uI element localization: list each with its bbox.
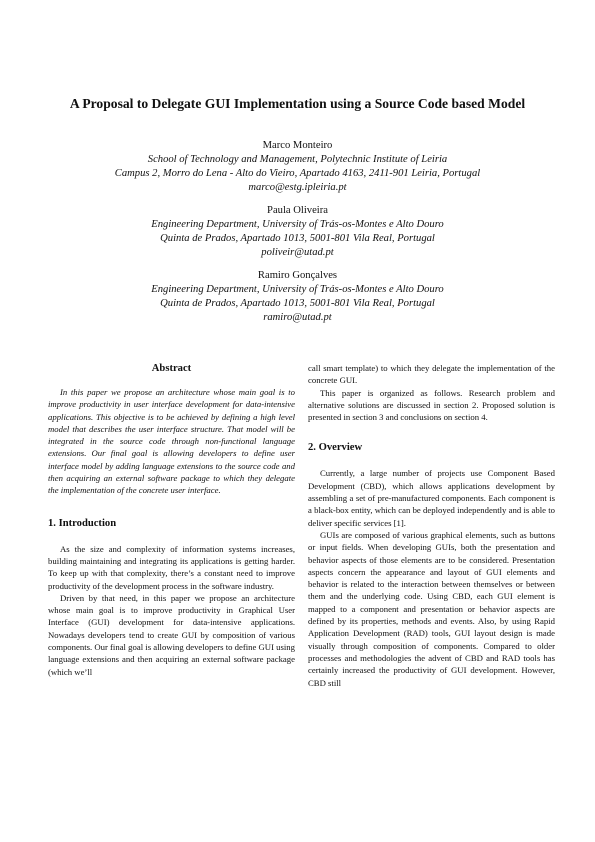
overview-paragraph: GUIs are composed of various graphical elements, such as buttons or input fields. When developing GUIs, both the presentation and behavior aspects of those elements are to be considered. Presentation aspects concern the appearance and layout of GUI elements and behavior is related to the interaction between themselves or between them and the underlying code. Using CBD, each GUI element is mapped to a component and presentation or behavior aspects are defined by its properties, methods and events. Also, by using Rapid Application Development (RAD) tools, GUI layout design is made visually through composition of components. Compared to older processes and methodologies the advent of CBD and RAD tools has certainly increased the productivity of GUI development. However, CBD still [308, 529, 555, 688]
abstract-text: In this paper we propose an architecture whose main goal is to improve productivity in user interface development for data-intensive applications. This objective is to be achieved by defining a high level model that describes the user interface structure. That model will be integrated in the source code through non-functional language extensions. Our final goal is allowing developers to define user interface model by adding language extensions to the source code and then acquiring an external software package to which they delegate the implementation of the concrete user interface. [48, 387, 295, 496]
author-name: Marco Monteiro [262, 140, 333, 151]
abstract-heading: Abstract [151, 363, 192, 374]
author-block [60, 269, 535, 325]
introduction-heading: 1. Introduction [48, 517, 117, 529]
introduction-paragraph-split: Driven by that need, in this paper we propose an architecture whose main goal is to improve productivity in Graphical User Interface (GUI) development for data-intensive applications. Nowadays developers tend to create GUI by composition of various components. Our final goal is allowing developers to define GUI using language extensions and then acquiring an external software package (which we’ll [48, 592, 295, 677]
overview-paragraph: Currently, a large number of projects use Component Based Development (CBD), which allows applications development by assembling a set of pre-manufactured components. Each component is a black-box entity, which can be deployed independently and is able to deliver specific services [1]. [308, 468, 555, 528]
author-affiliation: School of Technology and Management, Polytechnic Institute of Leiria [147, 154, 448, 165]
right-column [308, 362, 555, 689]
author-name: Paula Oliveira [267, 205, 328, 216]
author-affiliation: Engineering Department, University of Trás-os-Montes e Alto Douro [151, 219, 444, 230]
author-block [60, 204, 535, 260]
overview-heading: 2. Overview [308, 442, 363, 454]
paper-title: A Proposal to Delegate GUI Implementation using a Source Code based Model [69, 96, 526, 111]
author-affiliation: Engineering Department, University of Trás-os-Montes e Alto Douro [151, 284, 444, 295]
author-email: poliveir@utad.pt [261, 247, 334, 258]
author-email: marco@estg.ipleiria.pt [248, 182, 347, 193]
introduction-paragraph-continued: call smart template) to which they delegate the implementation of the concrete GUI. [308, 363, 555, 386]
author-email: ramiro@utad.pt [263, 312, 332, 323]
author-name: Ramiro Gonçalves [257, 270, 338, 281]
left-column [48, 362, 295, 678]
author-block [60, 139, 535, 195]
author-address: Quinta de Prados, Apartado 1013, 5001-801 Vila Real, Portugal [160, 233, 435, 244]
introduction-paragraph: This paper is organized as follows. Research problem and alternative solutions are discussed in section 2. Proposed solution is presented in section 3 and conclusions on section 4. [308, 387, 555, 423]
author-address: Campus 2, Morro do Lena - Alto do Vieiro, Apartado 4163, 2411-901 Leiria, Portugal [114, 168, 481, 179]
introduction-paragraph: As the size and complexity of information systems increases, building maintaining and integrating its applications is getting harder. To keep up with that complexity, there’s a constant need to improve productivity of the development process in the software industry. [48, 543, 295, 591]
author-address: Quinta de Prados, Apartado 1013, 5001-801 Vila Real, Portugal [160, 298, 435, 309]
